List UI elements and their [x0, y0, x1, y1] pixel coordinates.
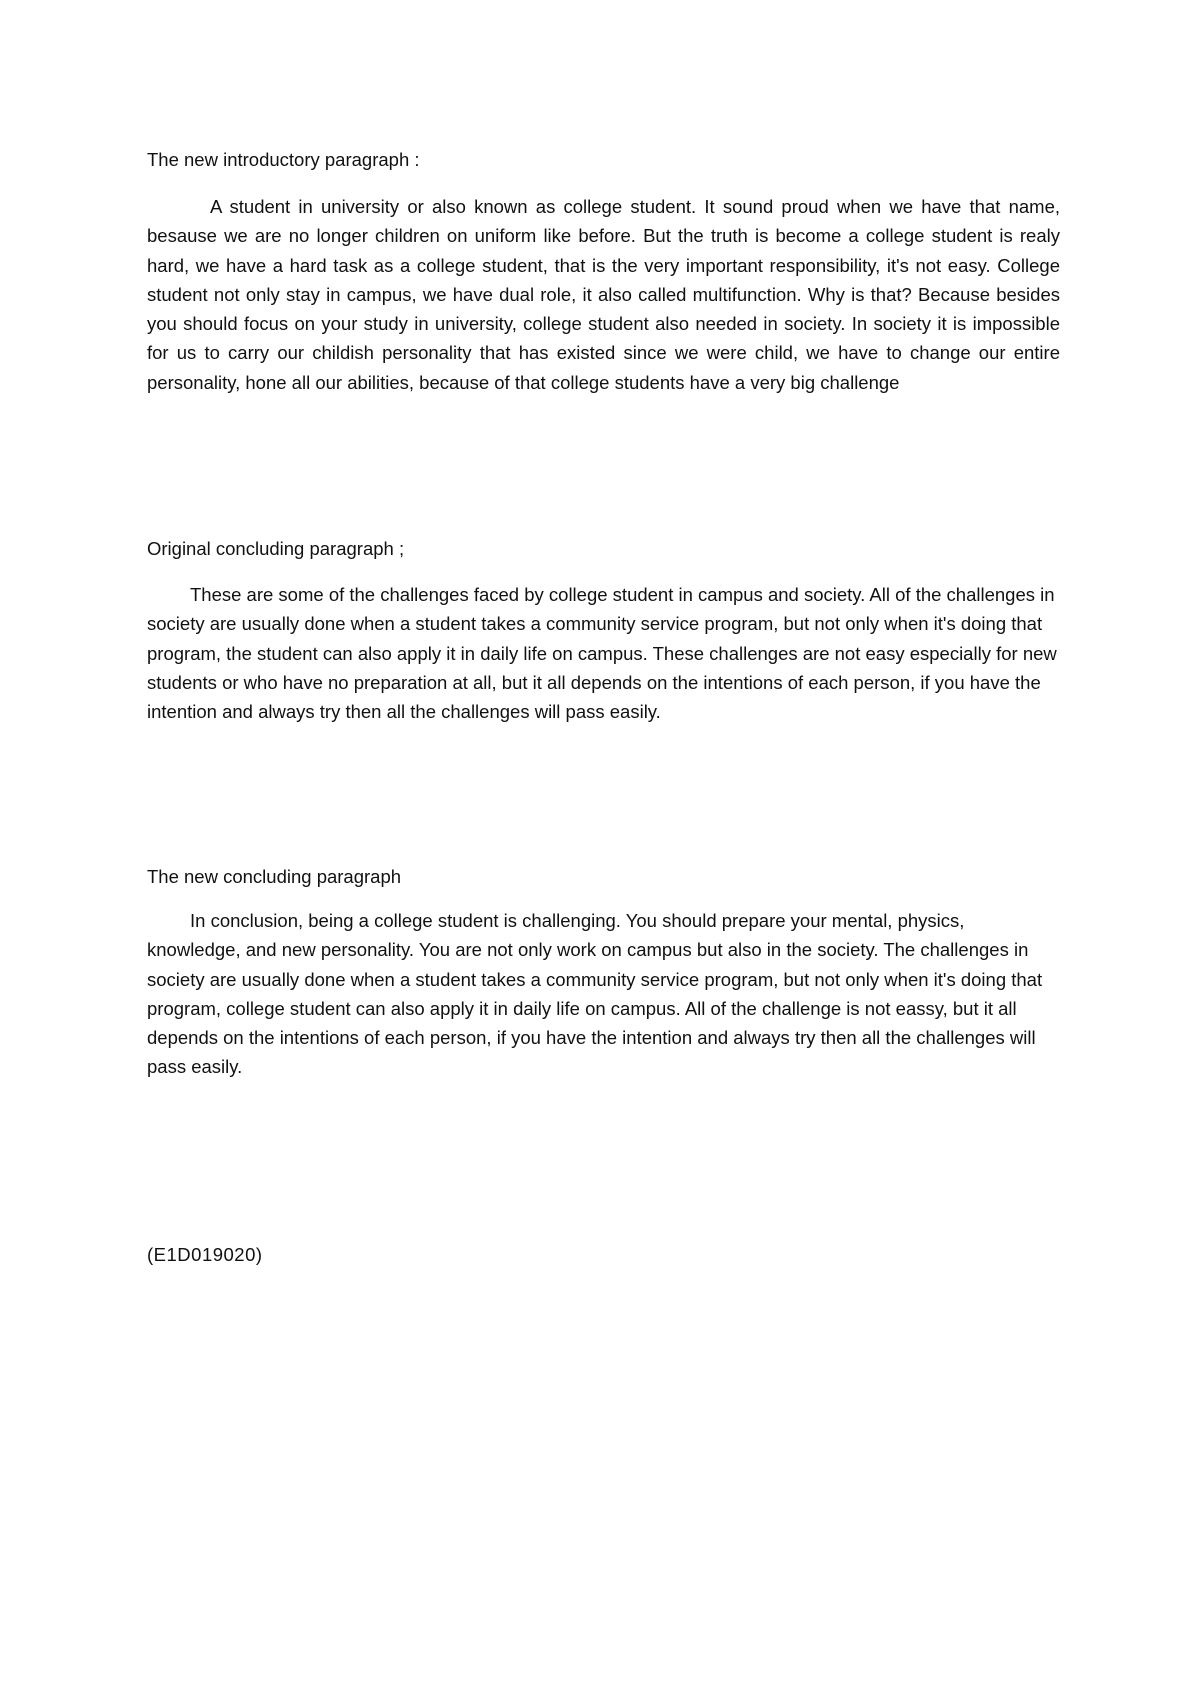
new-conclusion-heading — [147, 862, 1060, 891]
original-conclusion-heading — [147, 534, 1060, 563]
intro-paragraph — [147, 192, 1060, 397]
original-conclusion-paragraph — [147, 580, 1060, 726]
new-conclusion-paragraph-text: In conclusion, being a college student is challenging. You should prepare your mental, physics, knowledge, and new personality. You are not only work on campus but also in the society. The challenges in society are usually done when a student takes a community service program, but not only when it's doing that program, college student can also apply it in daily life on campus. All of the challenge is not eassy, but it all depends on the intentions of each person, if you have the intention and always try then all the challenges will pass easily. — [147, 910, 1043, 1078]
intro-paragraph-text: A student in university or also known as college student. It sound proud when we have that name, besause we are no longer children on uniform like before. But the truth is become a college student is realy hard, we have a hard task as a college student, that is the very important responsibility, it's not easy. College student not only stay in campus, we have dual role, it also called multifunction. Why is that? Because besides you should focus on your study in university, college student also needed in society. In society it is impossible for us to carry our childish personality that has existed since we were child, we have to change our entire personality, hone all our abilities, because of that college students have a very big challenge — [147, 196, 1060, 393]
original-conclusion-paragraph-text: These are some of the challenges faced by college student in campus and society. All of the challenges in society are usually done when a student takes a community service program, but not only when it's doing that program, the student can also apply it in daily life on campus. These challenges are not easy especially for new students or who have no preparation at all, but it all depends on the intentions of each person, if you have the intention and always try then all the challenges will pass easily. — [147, 584, 1057, 723]
new-conclusion-paragraph — [147, 906, 1060, 1082]
new-conclusion-heading-text: The new concluding paragraph — [147, 866, 402, 887]
intro-heading-text: The new introductory paragraph : — [147, 149, 420, 170]
student-id: (E1D019020) — [147, 1244, 263, 1265]
intro-section-heading — [147, 145, 1060, 174]
original-conclusion-heading-text: Original concluding paragraph ; — [147, 538, 405, 559]
